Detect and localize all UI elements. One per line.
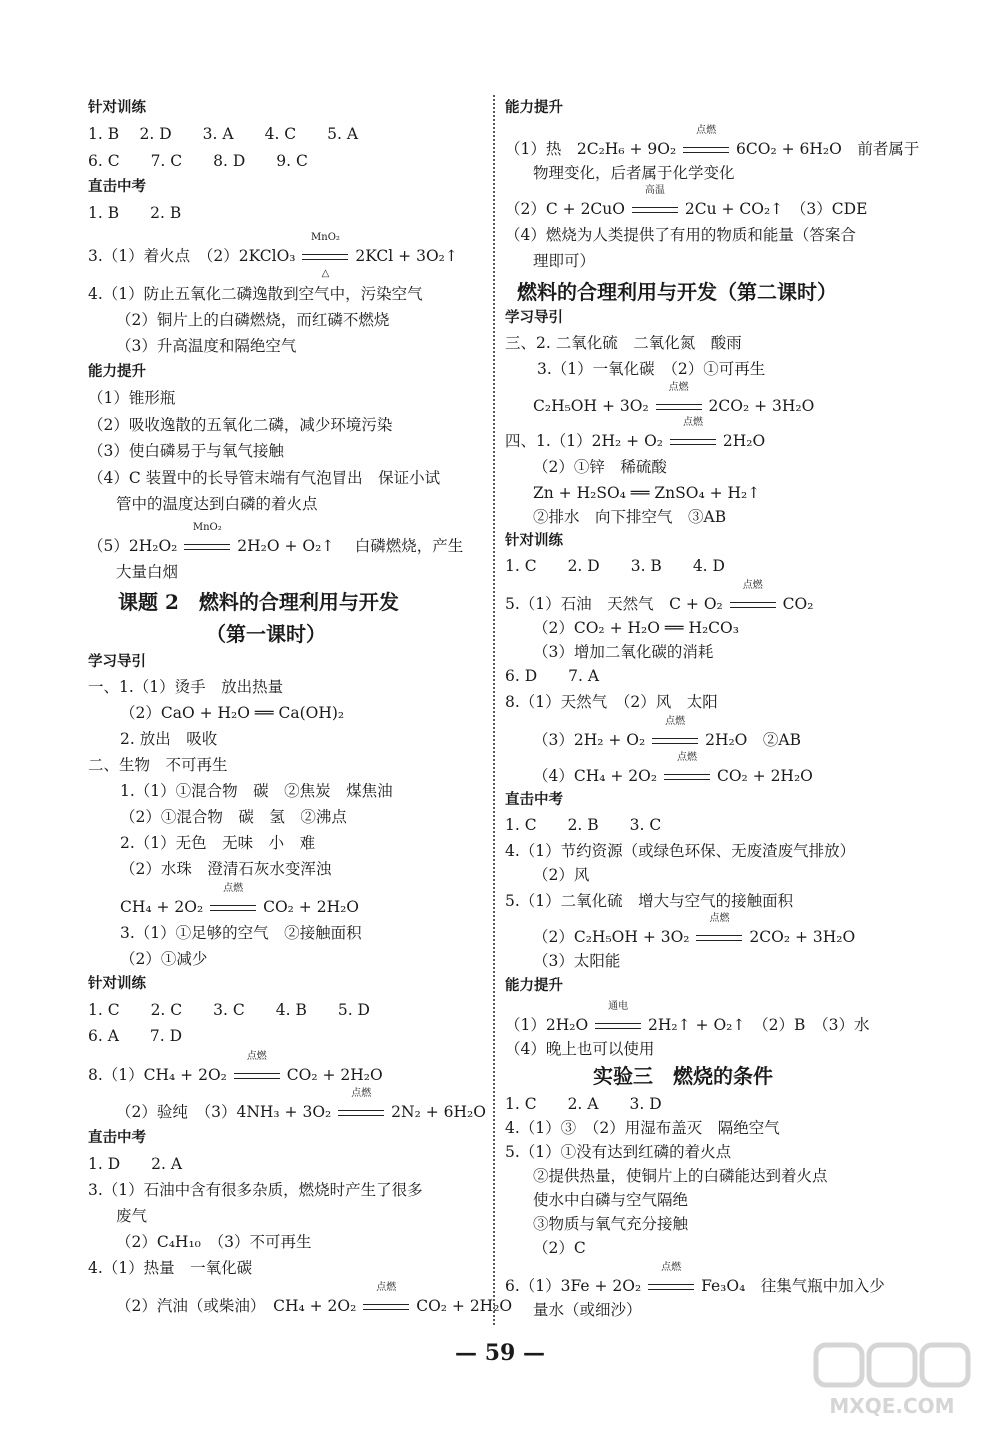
- lesson-subtitle: （第一课时）: [206, 622, 326, 646]
- answer-line: 量水（或细沙）: [533, 1301, 642, 1319]
- equation-line: [533, 716, 801, 751]
- lesson-title: 燃料的合理利用与开发（第二课时）: [517, 280, 837, 304]
- answer-line: 废气: [116, 1207, 148, 1225]
- equation-line: [88, 522, 464, 557]
- equation-reactants: 3.（1）着火点 （2）2KClO₃: [88, 247, 296, 265]
- answer-line: 三、2. 二氧化硫 二氧化氮 酸雨: [505, 334, 742, 352]
- reaction-condition: 通电: [608, 1001, 629, 1012]
- answer-line: 1. D 2. A: [88, 1155, 183, 1173]
- section-heading: 针对训练: [505, 533, 563, 549]
- reaction-condition: 高温: [644, 185, 665, 196]
- equation-products: CO₂ + 2H₂O: [263, 898, 360, 916]
- answer-line: （2）C: [533, 1239, 586, 1257]
- answer-line: 一、1.（1）烫手 放出热量: [88, 678, 284, 696]
- equation-line: [533, 382, 815, 417]
- answer-line: 4.（1）热量 一氧化碳: [88, 1259, 253, 1277]
- equation-products: CO₂ + 2H₂O: [416, 1297, 513, 1315]
- equation-line: [120, 883, 360, 918]
- answer-line: 4.（1）节约资源（或绿色环保、无废渣废气排放）: [505, 842, 856, 860]
- section-heading: 直击中考: [88, 179, 146, 195]
- reaction-condition: 点燃: [709, 913, 730, 924]
- reaction-arrow: [208, 883, 258, 918]
- equation-line: [88, 232, 458, 279]
- answer-line: （3）太阳能: [533, 952, 621, 970]
- answer-line: 5.（1）二氧化硫 增大与空气的接触面积: [505, 892, 794, 910]
- reaction-condition: 点燃: [677, 752, 698, 763]
- reaction-arrow: [646, 1262, 696, 1297]
- reaction-arrow: [336, 1088, 386, 1123]
- answer-line: （2）水珠 澄清石灰水变浑浊: [120, 860, 332, 878]
- equation-reactants: 8.（1）CH₄ + 2O₂: [88, 1066, 227, 1084]
- answer-line: 2. 放出 吸收: [120, 730, 218, 748]
- section-heading: 针对训练: [88, 976, 146, 992]
- reaction-condition: 点燃: [223, 883, 244, 894]
- reaction-condition: 点燃: [376, 1282, 397, 1293]
- section-heading: 直击中考: [505, 792, 563, 808]
- equation-reactants: （5）2H₂O₂: [88, 537, 178, 555]
- equation-reactants: （1）热 2C₂H₆ + 9O₂: [505, 140, 677, 158]
- answer-line: 3.（1）石油中含有很多杂质，燃烧时产生了很多: [88, 1181, 423, 1199]
- equation-reactants: （2）验纯 （3）4NH₃ + 3O₂: [116, 1103, 332, 1121]
- equation-reactants: 6.（1）3Fe + 2O₂: [505, 1277, 642, 1295]
- equation-line: [533, 752, 813, 787]
- answer-line: （2）铜片上的白磷燃烧，而红磷不燃烧: [116, 311, 390, 329]
- equation-reactants: （4）CH₄ + 2O₂: [533, 767, 658, 785]
- answer-line: 4.（1）③ （2）用湿布盖灭 隔绝空气: [505, 1119, 780, 1137]
- reaction-condition: MnO₂: [192, 522, 222, 533]
- answer-line: 1. C 2. C 3. C 4. B 5. D: [88, 1001, 370, 1019]
- equation-products: 2Cu + CO₂↑ （3）CDE: [684, 200, 868, 218]
- watermark-text: MXQE.COM: [829, 1394, 955, 1418]
- answer-line: （3）升高温度和隔绝空气: [116, 337, 297, 355]
- answer-line: （4）燃烧为人类提供了有用的物质和能量（答案合: [505, 226, 856, 244]
- answer-line: （2）吸收逸散的五氧化二磷，减少环境污染: [88, 416, 393, 434]
- answer-line: 2.（1）无色 无味 小 难: [120, 834, 316, 852]
- reaction-condition: 点燃: [742, 580, 763, 591]
- reaction-arrow: [694, 913, 744, 948]
- reaction-arrow: [300, 232, 350, 279]
- answer-line: 物理变化，后者属于化学变化: [533, 164, 735, 182]
- left-column: [88, 0, 513, 1330]
- equation-reactants: 5.（1）石油 天然气 C + O₂: [505, 595, 723, 613]
- answer-line: （4）晚上也可以使用: [505, 1040, 655, 1058]
- equation-line: [505, 580, 814, 615]
- answer-line: （3）增加二氧化碳的消耗: [533, 643, 714, 661]
- lesson-title: 课题 2 燃料的合理利用与开发: [118, 590, 399, 614]
- answer-line: 管中的温度达到白磷的着火点: [116, 495, 318, 513]
- reaction-condition: 点燃: [246, 1051, 267, 1062]
- reaction-condition: 点燃: [668, 382, 689, 393]
- equation-line: [505, 125, 920, 160]
- equation-products: Fe₃O₄ 往集气瓶中加入少: [701, 1277, 885, 1295]
- equation-products: CO₂ + 2H₂O: [716, 767, 813, 785]
- answer-line: （1）锥形瓶: [88, 389, 176, 407]
- answer-line: （2）①混合物 碳 氢 ②沸点: [120, 808, 347, 826]
- reaction-arrow: [654, 382, 704, 417]
- equation-reactants: C₂H₅OH + 3O₂: [533, 397, 649, 415]
- section-heading: 能力提升: [505, 100, 563, 116]
- equation-products: 2H₂↑ + O₂↑ （2）B （3）水: [648, 1016, 870, 1034]
- reaction-condition: 点燃: [661, 1262, 682, 1273]
- equation-line: [88, 1051, 383, 1086]
- equation-products: CO₂ + 2H₂O: [286, 1066, 383, 1084]
- answer-line: （2）CO₂ + H₂O ══ H₂CO₃: [533, 619, 739, 637]
- answer-line: ②提供热量，使铜片上的白磷能达到着火点: [533, 1167, 828, 1185]
- equation-products: 2N₂ + 6H₂O: [391, 1103, 486, 1121]
- column-divider: [493, 95, 495, 1325]
- equation-line: [505, 185, 868, 220]
- answer-line: （3）使白磷易于与氧气接触: [88, 442, 284, 460]
- reaction-condition: MnO₂: [311, 232, 340, 243]
- answer-line: 3.（1）①足够的空气 ②接触面积: [120, 924, 362, 942]
- page-number: — 59 —: [455, 1340, 545, 1366]
- section-heading: 学习导引: [505, 310, 563, 326]
- reaction-arrow: [593, 1001, 643, 1036]
- answer-line: 1. C 2. D 3. B 4. D: [505, 557, 725, 575]
- answer-line: 6. A 7. D: [88, 1027, 183, 1045]
- reaction-arrow: [650, 716, 700, 751]
- reaction-condition: 点燃: [696, 125, 717, 136]
- reaction-condition: 点燃: [665, 716, 686, 727]
- equation-products: 6CO₂ + 6H₂O 前者属于: [736, 140, 920, 158]
- equation-products: 2H₂O ②AB: [705, 731, 801, 749]
- answer-line: 大量白烟: [116, 563, 179, 581]
- reaction-arrow: [361, 1282, 411, 1317]
- answer-line: 3.（1）一氧化碳 （2）①可再生: [537, 360, 766, 378]
- equation-reactants: （2）汽油（或柴油） CH₄ + 2O₂: [116, 1297, 357, 1315]
- answer-line: 二、生物 不可再生: [88, 756, 228, 774]
- section-heading: 直击中考: [88, 1130, 146, 1146]
- section-heading: 针对训练: [88, 100, 146, 116]
- answer-line: 1. C 2. B 3. C: [505, 816, 662, 834]
- answer-line: 5.（1）①没有达到红磷的着火点: [505, 1143, 732, 1161]
- reaction-arrow: [662, 752, 712, 787]
- answer-line: 理即可）: [533, 252, 596, 270]
- reaction-arrow: [681, 125, 731, 160]
- answer-line: 使水中白磷与空气隔绝: [533, 1191, 689, 1209]
- equation-products: CO₂: [782, 595, 814, 613]
- answer-line: ②排水 向下排空气 ③AB: [533, 508, 727, 526]
- equation-line: [116, 1282, 513, 1317]
- reaction-condition: 点燃: [351, 1088, 372, 1099]
- reaction-arrow: [728, 580, 778, 615]
- equation-reactants: CH₄ + 2O₂: [120, 898, 204, 916]
- answer-line: （2）风: [533, 866, 590, 884]
- equation-products: 2CO₂ + 3H₂O: [708, 397, 815, 415]
- equation-line: [505, 1001, 870, 1036]
- equation-line: [505, 417, 766, 452]
- answer-line: （4）C 装置中的长导管末端有气泡冒出 保证小试: [88, 469, 441, 487]
- equation-line: [505, 1262, 885, 1297]
- equation-reactants: （2）C + 2CuO: [505, 200, 625, 218]
- answer-line: 1.（1）①混合物 碳 ②焦炭 煤焦油: [120, 782, 393, 800]
- reaction-arrow: [668, 417, 718, 452]
- section-heading: 学习导引: [88, 654, 146, 670]
- section-heading: 能力提升: [88, 364, 146, 380]
- reaction-arrow: [182, 522, 232, 557]
- answer-line: （2）C₄H₁₀ （3）不可再生: [116, 1233, 312, 1251]
- equation-line: [533, 913, 856, 948]
- lesson-title: 实验三 燃烧的条件: [593, 1064, 773, 1088]
- answer-line: Zn + H₂SO₄ ══ ZnSO₄ + H₂↑: [533, 484, 761, 502]
- answer-line: 4.（1）防止五氧化二磷逸散到空气中，污染空气: [88, 285, 423, 303]
- watermark-logo: [812, 1341, 972, 1421]
- answer-line: 1. C 2. A 3. D: [505, 1095, 662, 1113]
- equation-reactants: （2）C₂H₅OH + 3O₂: [533, 928, 690, 946]
- answer-line: （2）CaO + H₂O ══ Ca(OH)₂: [120, 704, 345, 722]
- answer-line: （2）①减少: [120, 950, 208, 968]
- reaction-arrow: [232, 1051, 282, 1086]
- answer-line: 1. B 2. B: [88, 204, 182, 222]
- reaction-condition-below: △: [321, 268, 330, 279]
- answer-line: 8.（1）天然气 （2）风 太阳: [505, 693, 718, 711]
- answer-line: 1. B 2. D 3. A 4. C 5. A: [88, 125, 359, 143]
- right-column: [505, 0, 920, 1330]
- equation-products: 2KCl + 3O₂↑: [355, 247, 458, 265]
- reaction-arrow: [630, 185, 680, 220]
- equation-reactants: 四、1.（1）2H₂ + O₂: [505, 432, 664, 450]
- reaction-condition: 点燃: [682, 417, 703, 428]
- equation-products: 2H₂O + O₂↑ 白磷燃烧，产生: [237, 537, 464, 555]
- equation-products: 2H₂O: [722, 432, 766, 450]
- answer-line: 6. D 7. A: [505, 667, 600, 685]
- equation-line: [116, 1088, 486, 1123]
- equation-reactants: （3）2H₂ + O₂: [533, 731, 646, 749]
- answer-line: ③物质与氧气充分接触: [533, 1215, 689, 1233]
- answer-line: （2）①锌 稀硫酸: [533, 458, 667, 476]
- answer-line: 6. C 7. C 8. D 9. C: [88, 152, 308, 170]
- equation-reactants: （1）2H₂O: [505, 1016, 589, 1034]
- equation-products: 2CO₂ + 3H₂O: [749, 928, 856, 946]
- section-heading: 能力提升: [505, 978, 563, 994]
